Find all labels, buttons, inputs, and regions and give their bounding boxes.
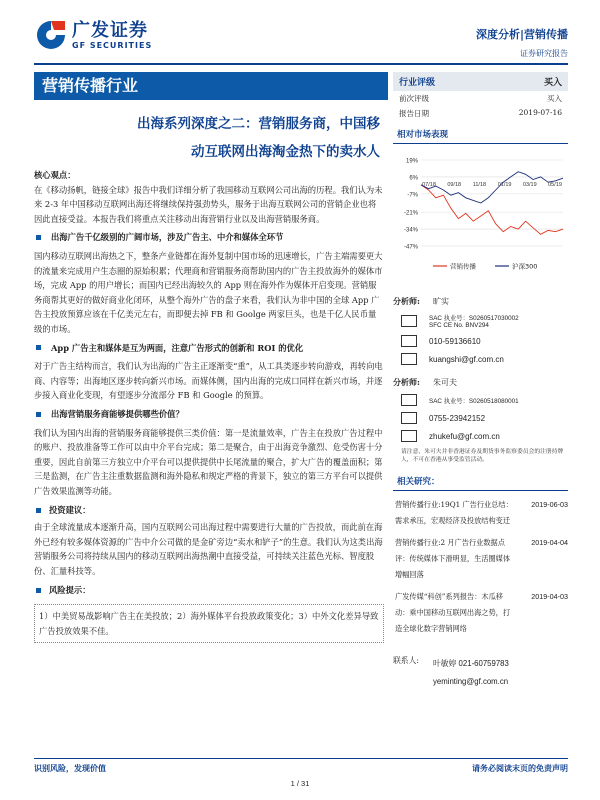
- invest-heading: [34, 503, 384, 518]
- report-date-row: [393, 106, 568, 121]
- risk-heading: [34, 583, 384, 598]
- id-card-icon: [401, 315, 417, 327]
- analyst-2-sac: SAC 执业号：S0260518080001: [429, 397, 519, 405]
- risk-text: 1）中美贸易战影响广告主在美投放；2）海外媒体平台投放政策变化；3）中外文化差异导致广告投放效果不佳。: [39, 611, 379, 636]
- prev-rating-label: 前次评级: [399, 94, 429, 103]
- y-tick-label: -34%: [403, 227, 418, 234]
- bullet-3: [34, 407, 384, 422]
- main-body: [34, 168, 384, 643]
- logo-en-text: GF SECURITIES: [72, 40, 153, 50]
- related-item[interactable]: [393, 497, 568, 529]
- related-item-text: 营销传播行业:19Q1 广告行业总结：需求承压，宏观经济及投放结构变迁: [395, 500, 513, 525]
- square-bullet-icon: [36, 588, 41, 593]
- legend-label: 沪深300: [512, 262, 538, 271]
- analyst-1-phone-row: [401, 335, 568, 347]
- analyst-2-name: 朱可夫: [433, 378, 457, 387]
- x-tick-label: 01/19: [497, 181, 512, 188]
- analyst-1-sac: SAC 执业号：S0260517030002: [429, 315, 519, 322]
- risk-box: [34, 604, 384, 643]
- analyst-1-email-row: [401, 353, 568, 365]
- square-bullet-icon: [36, 345, 41, 350]
- footer-divider: [34, 758, 568, 759]
- invest-heading-text: 投资建议：: [49, 505, 91, 516]
- analyst-2-email[interactable]: zhukefu@gf.com.cn: [429, 431, 500, 441]
- analyst-1-label: 分析师:: [393, 296, 420, 306]
- sidebar: [393, 72, 568, 691]
- paragraph-2: 对于广告主结构而言，我们认为出海的广告主正逐渐变“重”，从工具类逐步转向游戏，再转向电商、内容等；出海地区逐步转向新兴市场。而媒体侧，国内出海的完成口同样在新兴市场，并逐步接入商业化变现，有望逐步分流部分 FB 和 Google 的预算。: [34, 361, 383, 401]
- y-tick-label: 19%: [405, 158, 418, 165]
- related-item[interactable]: [393, 589, 568, 637]
- related-research: [393, 472, 568, 637]
- analyst-2-phone: 0755-23942152: [429, 413, 486, 423]
- paragraph-4: 由于全球流量成本逐渐升高，国内互联网公司出海过程中需要进行大量的广告投放，而此前在海外已经有较多媒体资源的广告中介公司做的是金矿旁边“卖水和铲子”的生意。我们认为这类出海营销服务公司将持续从国内的移动互联网出海热潮中直接受益，可持续关注蓝色光标、智度股份、汇量科技等。: [34, 522, 383, 576]
- series-line-1: [421, 172, 563, 203]
- square-bullet-icon: [36, 412, 41, 417]
- square-bullet-icon: [36, 508, 41, 513]
- report-title: [34, 110, 380, 166]
- title-line-1: 出海系列深度之二：营销服务商，中国移: [137, 116, 380, 132]
- analyst-1-email[interactable]: kuangshi@gf.com.cn: [429, 354, 504, 364]
- analyst-2-email-row: [401, 430, 568, 442]
- gf-logo-icon: [34, 18, 68, 52]
- logo-cn-text: 广发证券: [72, 19, 148, 41]
- prev-rating-value: 买入: [547, 94, 562, 103]
- x-tick-label: 11/18: [472, 181, 487, 188]
- analyst-1-phone: 010-59136610: [429, 336, 481, 346]
- email-icon: [401, 430, 417, 442]
- analyst-1-name: 旷实: [433, 297, 449, 306]
- related-item-date: 2019-04-04: [531, 538, 568, 547]
- analyst-1: [393, 296, 568, 365]
- risk-heading-text: 风险提示：: [49, 585, 91, 596]
- page-number: 1 / 31: [290, 779, 310, 788]
- y-tick-label: -7%: [407, 192, 418, 199]
- footer-disclaimer: 请务必阅读末页的免责声明: [472, 764, 568, 773]
- analyst-2: [393, 377, 568, 464]
- core-heading: 核心观点：: [34, 170, 76, 180]
- related-item-text: 广发传媒“科创”系列报告：木瓜移动：乘中国移动互联网出海之势，打造全球化数字营销网络: [395, 592, 511, 633]
- y-tick-label: -21%: [403, 210, 418, 217]
- title-line-2: 动互联网出海淘金热下的卖水人: [191, 144, 380, 160]
- bullet-2-text: App 广告主和媒体是互为两面，注意广告形式的创新和 ROI 的优化: [51, 342, 304, 353]
- phone-icon: [401, 412, 417, 424]
- bullet-1: [34, 230, 384, 245]
- x-tick-label: 03/19: [522, 181, 537, 188]
- contact-line: 叶敏婷 021-60759783: [433, 659, 509, 668]
- series-line-0: [421, 185, 563, 235]
- related-item-date: 2019-04-03: [531, 592, 568, 601]
- prev-rating-row: [393, 91, 568, 106]
- footer-slogan: 识别风险，发现价值: [34, 764, 106, 773]
- analyst-2-label: 分析师:: [393, 377, 420, 387]
- report-date-label: 报告日期: [399, 109, 429, 118]
- y-tick-label: -47%: [403, 244, 418, 251]
- x-tick-label: 05/19: [548, 181, 562, 188]
- contact: [393, 655, 568, 691]
- rating-header: [393, 72, 568, 91]
- page-header: [0, 0, 600, 62]
- company-logo: [34, 18, 152, 52]
- id-card-icon: [401, 394, 417, 406]
- related-item-text: 营销传播行业:2 月广告行业数据点评：传统媒体下滑明显，生活圈媒体增幅回落: [395, 538, 511, 579]
- report-date-value: 2019-07-16: [518, 108, 562, 117]
- analyst-1-sac-row: [401, 313, 568, 329]
- bullet-1-text: 出海广告千亿级别的广阔市场，涉及广告主、中介和媒体全环节: [51, 232, 284, 243]
- related-item[interactable]: [393, 535, 568, 583]
- analyst-2-phone-row: [401, 412, 568, 424]
- contact-label: 联系人:: [393, 656, 420, 665]
- contact-email[interactable]: yeminting@gf.com.cn: [433, 677, 509, 686]
- report-type: 证券研究报告: [520, 49, 568, 58]
- performance-chart-svg: [393, 150, 568, 278]
- phone-icon: [401, 335, 417, 347]
- square-bullet-icon: [36, 235, 41, 240]
- x-tick-label: 09/18: [447, 181, 462, 188]
- license-note: 请注意，朱可夫并非香港证券及期货事务监察委员会的注册持牌人，不可在香港从事受监管活动。: [401, 449, 564, 463]
- analyst-1-sfc: SFC CE No. BNV294: [429, 322, 489, 329]
- related-item-date: 2019-06-03: [531, 500, 568, 509]
- related-title: 相关研究：: [393, 472, 568, 491]
- industry-banner: 营销传播行业: [34, 72, 388, 100]
- header-divider: [34, 63, 568, 65]
- report-category: 深度分析|营销传播: [475, 28, 568, 41]
- paragraph-3: 我们认为国内出海的营销服务商能够提供三类价值：第一是流量效率，广告主在投放广告过程中的账户、投放准备等工作可以由中介平台完成；第二是聚合，由于出海竞争激烈、危受伤害十分重要，因此自前第三方独立中介平台可以提供提供中长尾流量的聚合，扩大广告的覆盖面积；第三是监测，在广告主注重数据监测和海外隐私和规定严格的背景下，独立的第三方平台可以提供广告效果监测等功能。: [34, 427, 383, 496]
- perf-title: 相对市场表现: [393, 125, 568, 144]
- x-tick-label: 07/18: [422, 181, 436, 188]
- rating-label: 行业评级: [399, 78, 436, 88]
- email-icon: [401, 353, 417, 365]
- analyst-2-sac-row: [401, 394, 568, 406]
- bullet-3-text: 出海营销服务商能够提供哪些价值？: [51, 408, 184, 419]
- rating-value: 买入: [543, 78, 562, 88]
- legend-label: 营销传播: [450, 262, 476, 271]
- intro-paragraph: 在《移动扬帆，链接全球》报告中我们详细分析了我国移动互联网公司出海的历程。我们认为未来 2-3 年中国移动互联网出海还将继续保持强劲势头，服务于出海互联网公司的营销企业也将因此直接受益。本报告我们将重点关注移动出海营销行业以及出海营销服务商。: [34, 184, 383, 224]
- y-tick-label: 6%: [409, 175, 418, 182]
- paragraph-1: 国内移动互联网出海热之下，整条产业链都在海外复制中国市场的迅速增长，广告主端需要更大的流量来完成用户生态圈的原始积累；代理商和营销服务商帮助国内的广告主投放海外的媒体市场，完成 App 的用户增长；而国内已经出海较久的 App 则在海外作为媒体开启变现。营销服务商帮其更好的做好商业化闭环，从整个海外广告的盘子来看，我们认为非中国的全球 App 广告主投放预算应该在千亿美元左右，而即便去掉 FB 和 Goolge 两家巨头，也是千亿人民币量级的市场。: [34, 250, 383, 334]
- bullet-2: [34, 341, 384, 356]
- performance-chart: [393, 150, 568, 278]
